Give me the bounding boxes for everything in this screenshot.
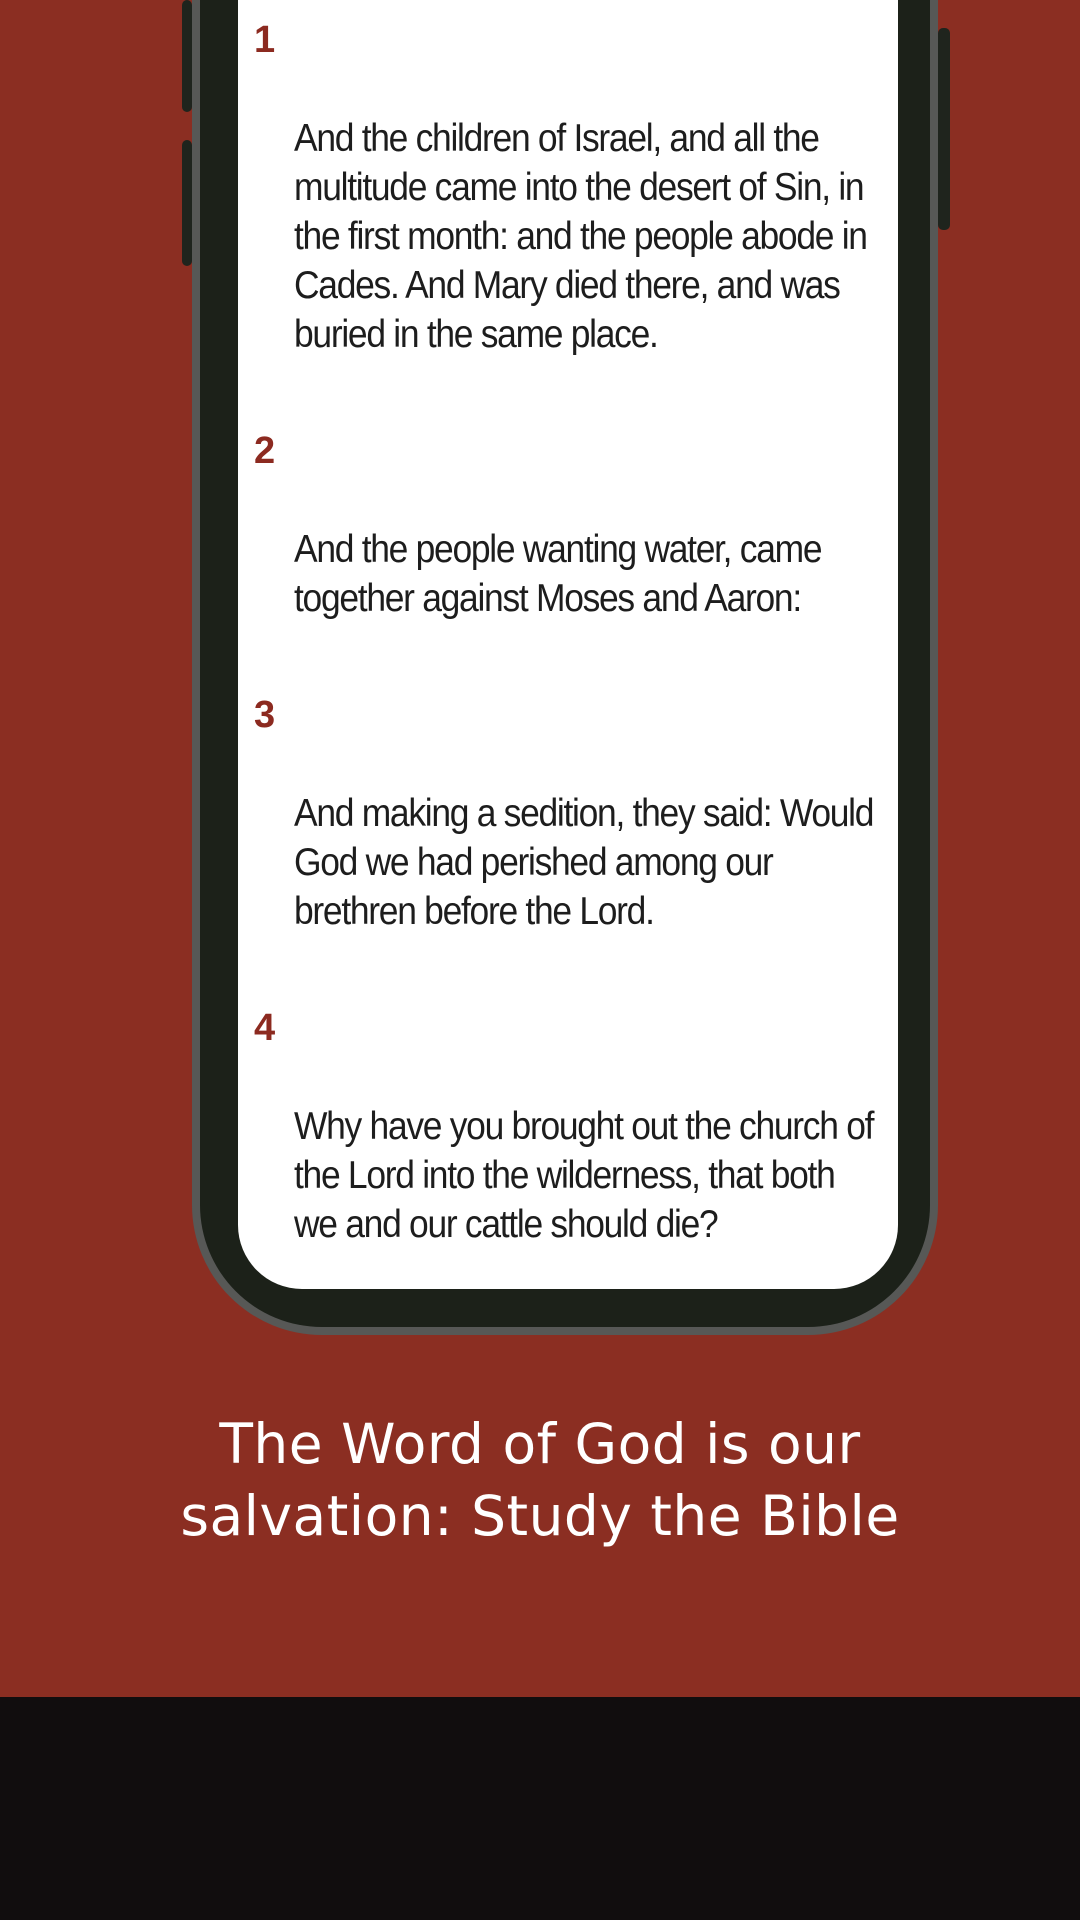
- verse-list: [238, 16, 898, 1289]
- verse-item[interactable]: [238, 427, 898, 672]
- verse-item[interactable]: [238, 691, 898, 985]
- verse-item[interactable]: [238, 16, 898, 408]
- phone-volume-button: [182, 0, 192, 112]
- promo-caption: [0, 1408, 1080, 1552]
- verse-number: 3: [254, 694, 276, 736]
- verse-number: 4: [254, 1007, 276, 1049]
- phone-volume-button: [182, 140, 192, 266]
- phone-screen[interactable]: [238, 0, 898, 1289]
- promo-caption-line: The Word of God is our: [219, 1412, 861, 1476]
- verse-text: Why have you brought out the church of the Lord into the wilderness, that both we and our cattle should die?: [294, 1105, 874, 1246]
- promo-caption-line: salvation: Study the Bible: [180, 1484, 900, 1548]
- verse-number: 1: [254, 19, 276, 61]
- verse-item[interactable]: [238, 1004, 898, 1289]
- verse-text: And the children of Israel, and all the multitude came into the desert of Sin, in the first month: and the people abode in Cades. And Mary died there, and was buried in the same place.: [294, 117, 867, 356]
- verse-text: And the people wanting water, came together against Moses and Aaron:: [294, 528, 822, 620]
- phone-power-button: [938, 28, 950, 230]
- verse-text: And making a sedition, they said: Would God we had perished among our brethren before the Lord.: [294, 792, 874, 933]
- bottom-band: [0, 1697, 1080, 1920]
- verse-number: 2: [254, 430, 276, 472]
